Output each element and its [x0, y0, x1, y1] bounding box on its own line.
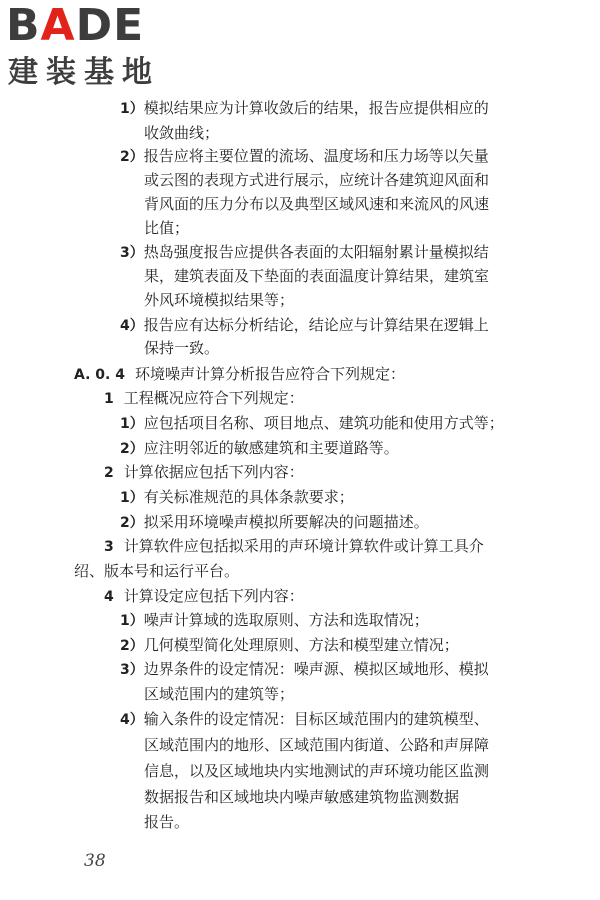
item-number: 2） [120, 440, 144, 457]
item-continuation: 背风面的压力分布以及典型区域风速和来流风的风速 [144, 194, 490, 213]
item-number: 1） [120, 490, 144, 506]
logo-letter-a: A [40, 0, 76, 51]
list-item [120, 512, 429, 533]
item-number: 1） [120, 613, 144, 630]
item-continuation: 比值； [144, 218, 190, 237]
item-text: 边界条件的设定情况：噪声源、模拟区域地形、模拟 [143, 660, 489, 679]
item-text: 噪声计算域的选取原则、方法和选取情况； [143, 611, 429, 630]
item-continuation: 数据报告和区域地块内噪声敏感建筑物监测数据 [144, 787, 460, 806]
item-text: 几何模型简化处理原则、方法和模型建立情况； [143, 635, 459, 654]
item-text: 拟采用环境噪声模拟所要解决的问题描述。 [143, 512, 429, 531]
item-continuation: 区域范围内的建筑等； [144, 685, 295, 704]
logo-letters-de: DE [75, 0, 145, 51]
list-item [120, 242, 489, 263]
clause-text: 计算软件应包括拟采用的声环境计算软件或计算工具介 [123, 537, 484, 556]
logo-subtitle: 建装基地 [8, 55, 160, 90]
clause-continuation: 绍、版本号和运行平台。 [74, 561, 240, 580]
clause-number: 1 [104, 391, 114, 408]
logo-letter-b: B [6, 0, 41, 51]
clause [104, 388, 304, 409]
section-number: A. 0. 4 [74, 366, 125, 383]
clause-text: 计算依据应包括下列内容： [123, 463, 304, 482]
list-item [120, 487, 354, 508]
item-continuation: 信息，以及区域地块内实地测试的声环境功能区监测 [144, 761, 490, 780]
item-number: 2） [120, 514, 144, 531]
list-item [120, 635, 459, 656]
page-number: 38 [84, 850, 106, 871]
bade-logo [6, 0, 176, 94]
item-continuation: 或云图的表现方式进行展示，应统计各建筑迎风面和 [144, 171, 490, 190]
item-number: 4） [120, 711, 144, 728]
clause-number: 2 [104, 465, 114, 482]
item-number: 1） [120, 101, 144, 117]
list-item [120, 610, 429, 631]
item-continuation: 保持一致。 [144, 339, 220, 358]
item-number: 1） [120, 416, 144, 432]
item-text: 应包括项目名称、项目地点、建筑功能和使用方式等； [143, 414, 504, 432]
list-item [120, 709, 489, 730]
item-text: 报告应有达标分析结论，结论应与计算结果在逻辑上 [143, 315, 489, 334]
list-item [120, 413, 504, 434]
item-text: 报告应将主要位置的流场、温度场和压力场等以矢量 [143, 147, 489, 166]
item-number: 2） [120, 637, 144, 654]
clause [104, 536, 484, 557]
logo-wordmark [6, 0, 145, 51]
section-heading [74, 364, 405, 385]
item-continuation: 区域范围内的地形、区域范围内街道、公路和声屏障 [144, 735, 490, 754]
list-item [120, 438, 399, 459]
item-continuation: 外风环境模拟结果等； [144, 290, 295, 309]
item-text: 热岛强度报告应提供各表面的太阳辐射累计量模拟结 [143, 243, 489, 262]
clause-text: 计算设定应包括下列内容： [123, 586, 304, 605]
clause-number: 4 [104, 588, 114, 605]
item-text: 输入条件的设定情况：目标区域范围内的建筑模型、 [143, 709, 489, 728]
item-number: 2） [120, 149, 144, 166]
item-number: 3） [120, 662, 144, 679]
list-item [120, 98, 489, 119]
list-item [120, 659, 489, 680]
section-title: 环境噪声计算分析报告应符合下列规定： [134, 364, 405, 383]
item-number: 4） [120, 317, 144, 334]
item-continuation: 收敛曲线； [144, 123, 220, 142]
item-text: 应注明邻近的敏感建筑和主要道路等。 [143, 438, 399, 457]
clause-text: 工程概况应符合下列规定： [123, 389, 304, 408]
clause-number: 3 [104, 539, 114, 556]
clause [104, 462, 304, 483]
item-text: 有关标准规范的具体条款要求； [143, 488, 354, 506]
item-number: 3） [120, 245, 144, 262]
item-continuation: 报告。 [144, 812, 190, 831]
list-item [120, 146, 489, 167]
item-continuation: 果，建筑表面及下垫面的表面温度计算结果，建筑室 [144, 267, 490, 286]
clause [104, 586, 304, 607]
item-text: 模拟结果应为计算收敛后的结果，报告应提供相应的 [143, 99, 489, 117]
list-item [120, 315, 489, 336]
